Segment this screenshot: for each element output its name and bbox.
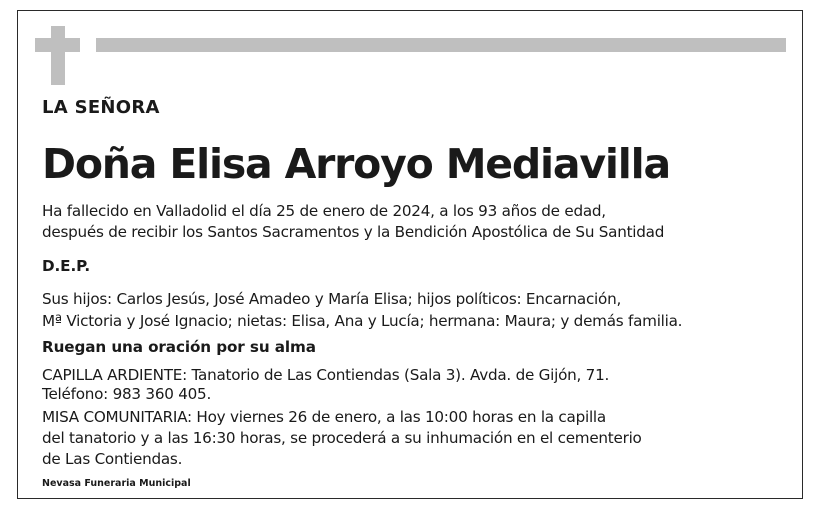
ceremony-line: del tanatorio y a las 16:30 horas, se procederá a su inhumación en el cementerio xyxy=(42,429,642,447)
deceased-name: Doña Elisa Arroyo Mediavilla xyxy=(42,140,670,188)
header-rule xyxy=(96,38,786,52)
heading-label: LA SEÑORA xyxy=(42,97,160,118)
cross-icon-bar xyxy=(35,38,80,52)
family-line: Sus hijos: Carlos Jesús, José Amadeo y María Elisa; hijos políticos: Encarnación, xyxy=(42,290,622,308)
prayer-request: Ruegan una oración por su alma xyxy=(42,338,316,356)
funeral-home-credit: Nevasa Funeraria Municipal xyxy=(42,478,191,489)
cross-icon xyxy=(51,26,65,85)
ceremony-line: CAPILLA ARDIENTE: Tanatorio de Las Contiendas (Sala 3). Avda. de Gijón, 71. xyxy=(42,366,610,384)
family-line: Mª Victoria y José Ignacio; nietas: Elisa, Ana y Lucía; hermana: Maura; y demás familia. xyxy=(42,312,683,330)
rip-label: D.E.P. xyxy=(42,257,91,275)
ceremony-line: de Las Contiendas. xyxy=(42,450,183,468)
death-line: Ha fallecido en Valladolid el día 25 de enero de 2024, a los 93 años de edad, xyxy=(42,202,606,220)
death-line: después de recibir los Santos Sacramentos y la Bendición Apostólica de Su Santidad xyxy=(42,223,665,241)
ceremony-line: MISA COMUNITARIA: Hoy viernes 26 de enero, a las 10:00 horas en la capilla xyxy=(42,408,606,426)
ceremony-line: Teléfono: 983 360 405. xyxy=(42,385,212,403)
